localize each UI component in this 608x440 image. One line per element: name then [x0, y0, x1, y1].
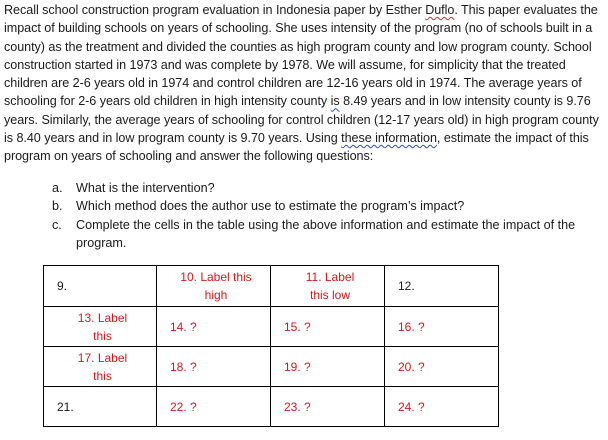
table-cell — [271, 307, 385, 347]
question-text: What is the intervention? — [76, 181, 215, 195]
cell-line: 24. ? — [398, 399, 425, 414]
table-cell — [271, 347, 385, 387]
question-letter: b. — [52, 199, 63, 214]
table-cell — [44, 387, 157, 427]
para-text-2: . This paper evaluates the impact of building schools on years of schooling. She uses intensity of the program (no of schools built in a county) as the treatment and divided the counties as high program county and low program county. School construction started in 1973 and was complete by 1978. We will assume, for simplicity that the treated children are 2-6 years old in 1974 and control children are 12-16 years old in 1974. The average years of schooling for 2-6 years old children in high intensity county — [4, 3, 598, 109]
table-cell — [385, 347, 499, 387]
cell-line: 18. ? — [170, 359, 197, 374]
cell-line: 10. Label this — [180, 270, 252, 284]
cell-line: this — [93, 328, 112, 343]
cell-line: 16. ? — [398, 319, 425, 334]
table-cell — [385, 307, 499, 347]
cell-line: 15. ? — [284, 319, 311, 334]
table-cell — [44, 347, 157, 387]
cell-line: this — [93, 368, 112, 383]
cell-line: 17. Label — [77, 350, 128, 365]
table-row — [44, 387, 499, 427]
cell-line: 19. ? — [284, 359, 311, 374]
table-row — [44, 266, 499, 307]
did-table — [43, 265, 499, 427]
table-cell — [271, 387, 385, 427]
question-letter: c. — [52, 217, 62, 232]
table-cell — [44, 266, 157, 307]
these-information-phrase: these information — [341, 131, 437, 146]
cell-line: 11. Label — [305, 270, 355, 284]
question-letter: a. — [52, 181, 63, 195]
table-cell — [157, 387, 271, 427]
cell-line: 13. Label — [77, 310, 128, 325]
cell-line: 14. ? — [170, 319, 197, 334]
cell-line: 21. — [57, 399, 74, 414]
para-text-1: Recall school construction program evaluation in Indonesia paper by Esther — [4, 3, 426, 17]
question-item — [52, 179, 602, 197]
cell-line: 22. ? — [170, 399, 197, 414]
table-row — [44, 307, 499, 347]
cell-line: 9. — [57, 279, 68, 293]
table-cell — [385, 266, 499, 307]
question-list — [52, 179, 602, 252]
question-item — [52, 197, 602, 215]
table-row — [44, 347, 499, 387]
is-word: is — [330, 94, 340, 109]
table-cell — [157, 266, 271, 307]
table-cell — [157, 307, 271, 347]
cell-line: 20. ? — [398, 359, 425, 374]
cell-line: 23. ? — [284, 399, 311, 414]
cell-line: high — [204, 288, 228, 302]
table-cell — [157, 347, 271, 387]
para-text-3: 8.49 years and in low intensity county is 9.76 years. Similarly, the average years of schooling for control children (12-17 years old) in high program county is 8.40 years and in low program county is 9.70 years. Using — [4, 94, 599, 146]
cell-line: 12. — [398, 279, 415, 293]
question-item — [52, 216, 602, 253]
duflo-word: Duflo — [425, 3, 455, 17]
problem-paragraph — [4, 1, 604, 166]
table-cell — [385, 387, 499, 427]
question-text: Which method does the author use to estimate the program’s impact? — [76, 199, 465, 214]
table-cell — [271, 266, 385, 307]
para-text-4: , estimate the impact of this program on years of schooling and answer the following questions: — [4, 131, 589, 164]
question-text: Complete the cells in the table using the above information and estimate the impact of the program. — [76, 217, 576, 250]
table-cell — [44, 307, 157, 347]
cell-line: this low — [309, 288, 350, 302]
